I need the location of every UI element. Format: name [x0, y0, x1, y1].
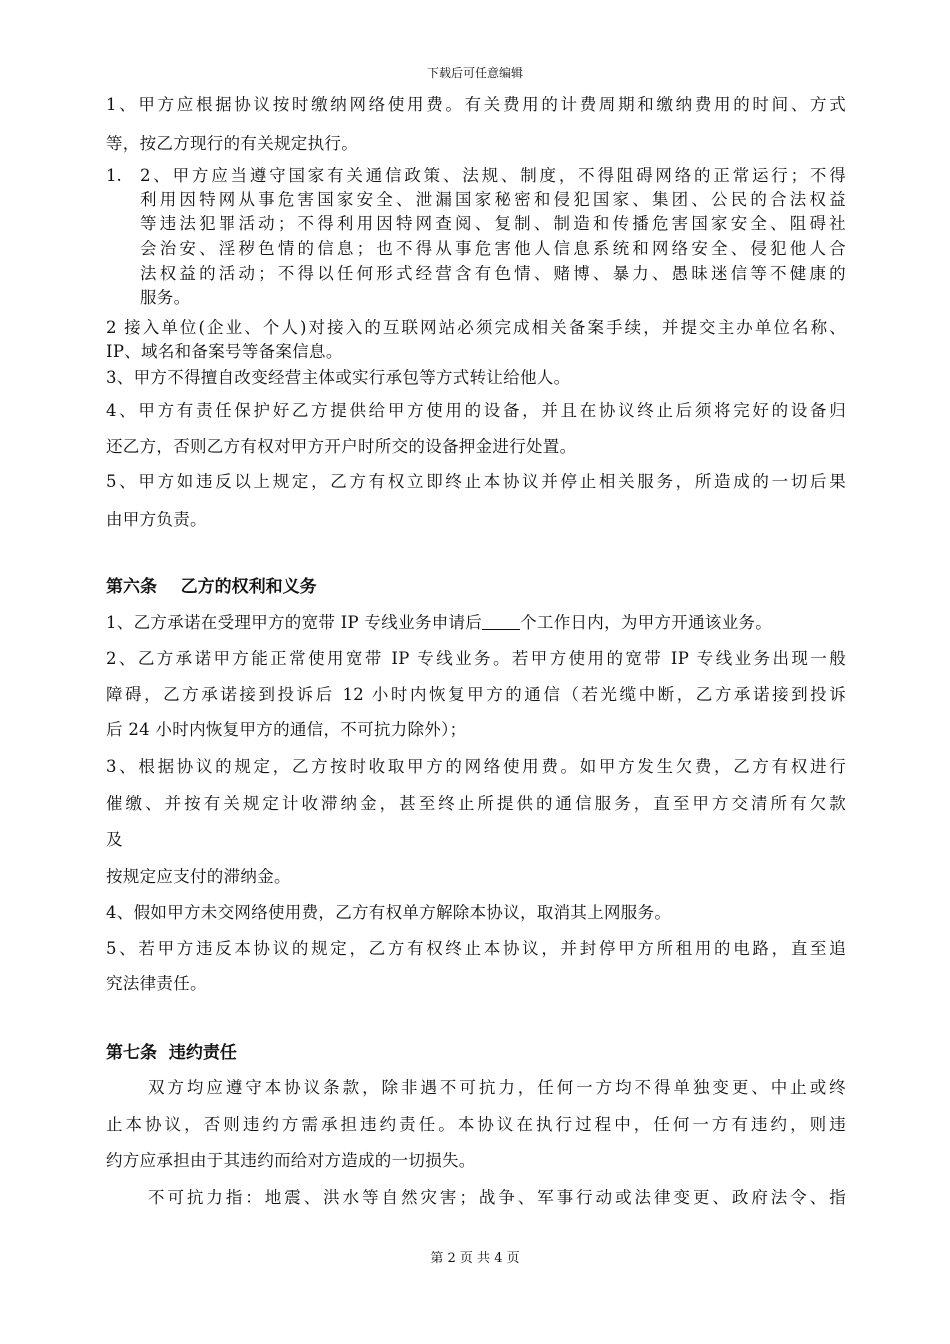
sec7-line-3: 约方应承担由于其违约而给对方造成的一切损失。 — [106, 1151, 476, 1170]
page-footer: 第 2 页 共 4 页 — [430, 1251, 520, 1266]
sec5-line-10: IP、域名和备案号等备案信息。 — [106, 342, 343, 361]
sec5-line-4: 利用因特网从事危害国家安全、泄漏国家秘密和侵犯国家、集团、公民的合法权益 — [140, 190, 846, 209]
sec5-line-3: 2、甲方应当遵守国家有关通信政策、法规、制度，不得阻碍网络的正常运行；不得 — [140, 166, 846, 185]
sec6-line-6: 催缴、并按有关规定计收滞纳金，甚至终止所提供的通信服务，直至甲方交清所有欠款 — [106, 794, 846, 813]
section-7-title: 第七条 违约责任 — [106, 1043, 237, 1063]
sec6-line-2: 2、乙方承诺甲方能正常使用宽带 IP 专线业务。若甲方使用的宽带 IP 专线业务出现一般 — [106, 649, 846, 668]
sec5-line-11: 3、甲方不得擅自改变经营主体或实行承包等方式转让给他人。 — [106, 368, 571, 387]
section-6-title: 第六条 乙方的权利和义务 — [106, 577, 317, 597]
sec5-line-13: 还乙方，否则乙方有权对甲方开户时所交的设备押金进行处置。 — [106, 437, 577, 456]
sec7-line-2: 止本协议，否则违约方需承担违约责任。本协议在执行过程中，任何一方有违约，则违 — [106, 1115, 846, 1134]
sec6-line-9: 4、假如甲方未交网络使用费，乙方有权单方解除本协议，取消其上网服务。 — [106, 903, 672, 922]
sec6-line-1-start: 1、乙方承诺在受理甲方的宽带 IP 专线业务申请后 — [106, 613, 483, 632]
sec7-line-1: 双方均应遵守本协议条款，除非遇不可抗力，任何一方均不得单独变更、中止或终 — [148, 1078, 846, 1097]
sec6-line-10: 5、若甲方违反本协议的规定，乙方有权终止本协议，并封停甲方所租用的电路，直至追 — [106, 939, 846, 958]
sec6-line-7: 及 — [106, 830, 123, 849]
sec5-line-6: 会治安、淫秽色情的信息；也不得从事危害他人信息系统和网络安全、侵犯他人合 — [140, 239, 846, 258]
sec5-line-15: 由甲方负责。 — [106, 510, 207, 529]
sec6-line-1 — [106, 612, 846, 634]
sec6-line-5: 3、根据协议的规定，乙方按时收取甲方的网络使用费。如甲方发生欠费，乙方有权进行 — [106, 757, 846, 776]
list-number: 1. — [106, 166, 122, 185]
sec5-line-9: 2 接入单位(企业、个人)对接入的互联网站必须完成相关备案手续，并提交主办单位名称、 — [106, 318, 846, 337]
fill-blank — [482, 613, 520, 630]
sec6-line-1-end: 个工作日内，为甲方开通该业务。 — [520, 613, 773, 632]
page-header: 下载后可任意编辑 — [426, 66, 523, 80]
sec5-line-2: 等，按乙方现行的有关规定执行。 — [106, 134, 358, 153]
sec6-line-3: 障碍，乙方承诺接到投诉后 12 小时内恢复甲方的通信（若光缆中断，乙方承诺接到投诉 — [106, 685, 846, 704]
sec5-line-5: 等违法犯罪活动；不得利用因特网查阅、复制、制造和传播危害国家安全、阻碍社 — [140, 214, 846, 233]
sec5-line-7: 法权益的活动；不得以任何形式经营含有色情、赌博、暴力、愚昧迷信等不健康的 — [140, 264, 846, 283]
sec5-line-8: 服务。 — [140, 288, 191, 307]
sec5-line-14: 5、甲方如违反以上规定，乙方有权立即终止本协议并停止相关服务，所造成的一切后果 — [106, 472, 846, 491]
sec5-line-12: 4、甲方有责任保护好乙方提供给甲方使用的设备，并且在协议终止后须将完好的设备归 — [106, 401, 846, 420]
sec6-line-8: 按规定应支付的滞纳金。 — [106, 867, 291, 886]
sec6-line-11: 究法律责任。 — [106, 974, 207, 993]
sec6-line-4: 后 24 小时内恢复甲方的通信，不可抗力除外）； — [106, 720, 467, 739]
sec7-line-4: 不可抗力指：地震、洪水等自然灾害；战争、军事行动或法律变更、政府法令、指 — [148, 1188, 846, 1207]
sec5-line-1: 1、甲方应根据协议按时缴纳网络使用费。有关费用的计费周期和缴纳费用的时间、方式 — [106, 95, 846, 114]
